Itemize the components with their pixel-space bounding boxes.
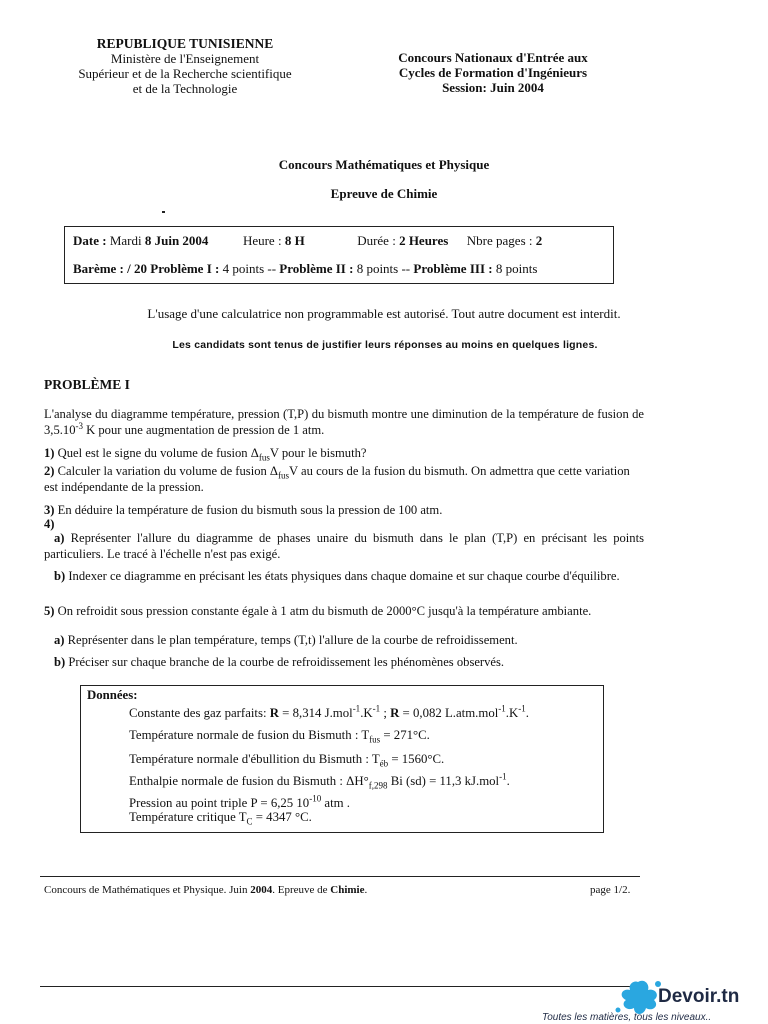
bottom-rule <box>40 986 635 987</box>
boiling-temperature-label: Température normale d'ébullition du Bismuth : T <box>129 752 380 766</box>
question-1 <box>44 445 644 461</box>
question-5-number: 5) <box>44 604 55 618</box>
question-5a <box>44 632 644 648</box>
question-2 <box>44 463 644 495</box>
question-4b-text: Indexer ce diagramme en précisant les états physiques dans chaque domaine et sur chaque courbe d'équilibre. <box>65 569 620 583</box>
gas-constant-atm: = 0,082 L.atm.mol <box>399 706 499 720</box>
problem-1-intro <box>44 406 644 438</box>
contest-title: Concours Mathématiques et Physique <box>278 157 490 172</box>
date-value: 8 Juin 2004 <box>144 233 209 248</box>
question-4b <box>44 568 644 584</box>
country-name: REPUBLIQUE TUNISIENNE <box>96 36 274 51</box>
critical-subscript: C <box>246 816 253 827</box>
question-5b <box>44 654 644 670</box>
footer-period: . <box>364 884 368 896</box>
footer-top-rule <box>40 876 640 877</box>
ministry-line-3: et de la Technologie <box>132 81 238 96</box>
period: . <box>525 706 529 720</box>
gas-constant-label: Constante des gaz parfaits: <box>129 706 270 720</box>
question-5-text: On refroidit sous pression constante égale à 1 atm du bismuth de 2000°C jusqu'à la température ambiante. <box>54 604 592 618</box>
r-symbol: R <box>269 706 279 720</box>
exponent: -1 <box>498 703 506 714</box>
problem-3-label: Problème III : <box>413 261 493 276</box>
footer-text-b: . Epreuve de <box>272 884 331 896</box>
problem-2-label: Problème II : <box>279 261 354 276</box>
problem-1-title: PROBLÈME I <box>44 377 130 392</box>
footer-year: 2004 <box>250 884 273 896</box>
contest-header <box>368 50 618 95</box>
question-4a <box>44 530 644 562</box>
footer-text <box>44 884 367 896</box>
duration-label: Durée : <box>357 233 396 248</box>
triple-point-exponent: -10 <box>309 793 322 804</box>
time-label: Heure : <box>242 233 282 248</box>
contest-line-1: Concours Nationaux d'Entrée aux <box>398 50 588 65</box>
question-5b-number: b) <box>54 655 66 669</box>
gas-constant-line <box>129 703 529 721</box>
devoir-logo <box>542 976 762 1023</box>
footer-subject: Chimie <box>330 884 365 896</box>
question-4b-number: b) <box>54 569 66 583</box>
critical-temperature-label: Température critique T <box>129 810 247 824</box>
boiling-temperature-line <box>129 752 444 767</box>
fusion-temperature-line <box>129 728 430 743</box>
fusion-temperature-value: = 271°C. <box>380 728 430 742</box>
fusion-enthalpy-line <box>129 771 510 791</box>
intro-text-b: K pour une augmentation de pression de 1 atm. <box>82 423 325 437</box>
question-4a-text: Représenter l'allure du diagramme de phases unaire du bismuth dans le plan (T,P) en précisant les points particuliers. Le tracé à l'échelle n'est pas exigé. <box>44 531 644 561</box>
scan-speck <box>162 211 165 213</box>
question-4a-number: a) <box>54 531 65 545</box>
devoir-tagline: Toutes les matières, tous les niveaux.. <box>542 1012 712 1023</box>
calculator-notice: L'usage d'une calculatrice non programmable est autorisé. Tout autre document est interdit. <box>147 306 621 321</box>
ministry-line-1: Ministère de l'Enseignement <box>110 51 260 66</box>
fusion-enthalpy-value: Bi (sd) = 11,3 kJ.mol <box>387 774 500 788</box>
question-1-number: 1) <box>44 446 55 460</box>
triple-point-label: Pression au point triple P = 6,25 10 <box>129 796 310 810</box>
ministry-line-2: Supérieur et de la Recherche scientifique <box>78 66 292 81</box>
critical-temperature-line <box>129 810 312 825</box>
question-3-text: En déduire la température de fusion du bismuth sous la pression de 100 atm. <box>54 503 443 517</box>
date-day: Mardi <box>109 233 142 248</box>
gas-constant-kelvin-2: .K <box>505 706 519 720</box>
pages-label: Nbre pages : <box>466 233 533 248</box>
question-4-number: 4) <box>44 517 55 531</box>
contest-line-2: Cycles de Formation d'Ingénieurs <box>398 65 588 80</box>
pages-value: 2 <box>535 233 543 248</box>
exam-info-box <box>64 226 614 284</box>
question-5b-text: Préciser sur chaque branche de la courbe de refroidissement les phénomènes observés. <box>65 655 505 669</box>
gas-constant-si: = 8,314 J.mol <box>278 706 353 720</box>
problem-1-label: Problème I : <box>150 261 220 276</box>
question-5 <box>44 603 644 619</box>
info-row-bareme <box>73 261 537 277</box>
question-1-text-a: Quel est le signe du volume de fusion Δ <box>54 446 259 460</box>
exponent: -1 <box>372 703 381 714</box>
problem-2-points: 8 points -- <box>356 261 411 276</box>
devoir-brand: Devoir.tn <box>658 986 740 1007</box>
r-symbol: R <box>390 706 400 720</box>
period: . <box>506 774 510 788</box>
question-1-text-b: V pour le bismuth? <box>269 446 367 460</box>
enthalpy-subscript: f,298 <box>368 780 388 791</box>
bareme-label: Barème : / 20 <box>73 261 148 276</box>
question-3-number: 3) <box>44 503 55 517</box>
triple-point-line <box>129 793 351 811</box>
question-2-number: 2) <box>44 464 55 478</box>
problem-1-points: 4 points -- <box>222 261 277 276</box>
ministry-header <box>40 36 330 96</box>
fusion-temperature-label: Température normale de fusion du Bismuth : T <box>129 728 370 742</box>
justify-notice: Les candidats sont tenus de justifier leurs réponses au moins en quelques lignes. <box>172 339 598 351</box>
question-2-text-b: V au cours de la fusion du bismuth. On admettra que cette variation est indépendante de la pression. <box>44 464 630 494</box>
data-title: Données: <box>87 688 138 702</box>
question-5a-text: Représenter dans le plan température, temps (T,t) l'allure de la courbe de refroidissement. <box>64 633 518 647</box>
fusion-enthalpy-label: Enthalpie normale de fusion du Bismuth : ΔH° <box>129 774 369 788</box>
question-5a-number: a) <box>54 633 65 647</box>
question-2-text-a: Calculer la variation du volume de fusion Δ <box>54 464 279 478</box>
exam-title: Epreuve de Chimie <box>330 186 438 201</box>
problem-3-points: 8 points <box>495 261 538 276</box>
triple-point-unit: atm . <box>321 796 351 810</box>
exponent: -1 <box>352 703 361 714</box>
separator: ; <box>380 706 391 720</box>
duration-value: 2 Heures <box>399 233 449 248</box>
critical-temperature-value: = 4347 °C. <box>252 810 312 824</box>
gas-constant-kelvin: .K <box>360 706 373 720</box>
date-label: Date : <box>73 233 107 248</box>
time-value: 8 H <box>284 233 305 248</box>
exponent: -1 <box>518 703 526 714</box>
info-row-schedule <box>73 233 542 249</box>
intro-text-a: L'analyse du diagramme température, pression (T,P) du bismuth montre une diminution de la température de fusion de 3,5.10 <box>44 407 644 437</box>
page-number: page 1/2. <box>590 884 631 896</box>
footer-text-a: Concours de Mathématiques et Physique. Juin <box>44 884 251 896</box>
boiling-subscript: éb <box>379 758 389 769</box>
question-1-subscript: fus <box>258 452 270 463</box>
fusion-subscript: fus <box>369 734 381 745</box>
intro-exponent: -3 <box>75 420 83 431</box>
data-box <box>80 685 604 833</box>
question-2-subscript: fus <box>278 470 290 481</box>
exponent: -1 <box>499 771 507 782</box>
session-line: Session: Juin 2004 <box>442 80 544 95</box>
boiling-temperature-value: = 1560°C. <box>388 752 445 766</box>
